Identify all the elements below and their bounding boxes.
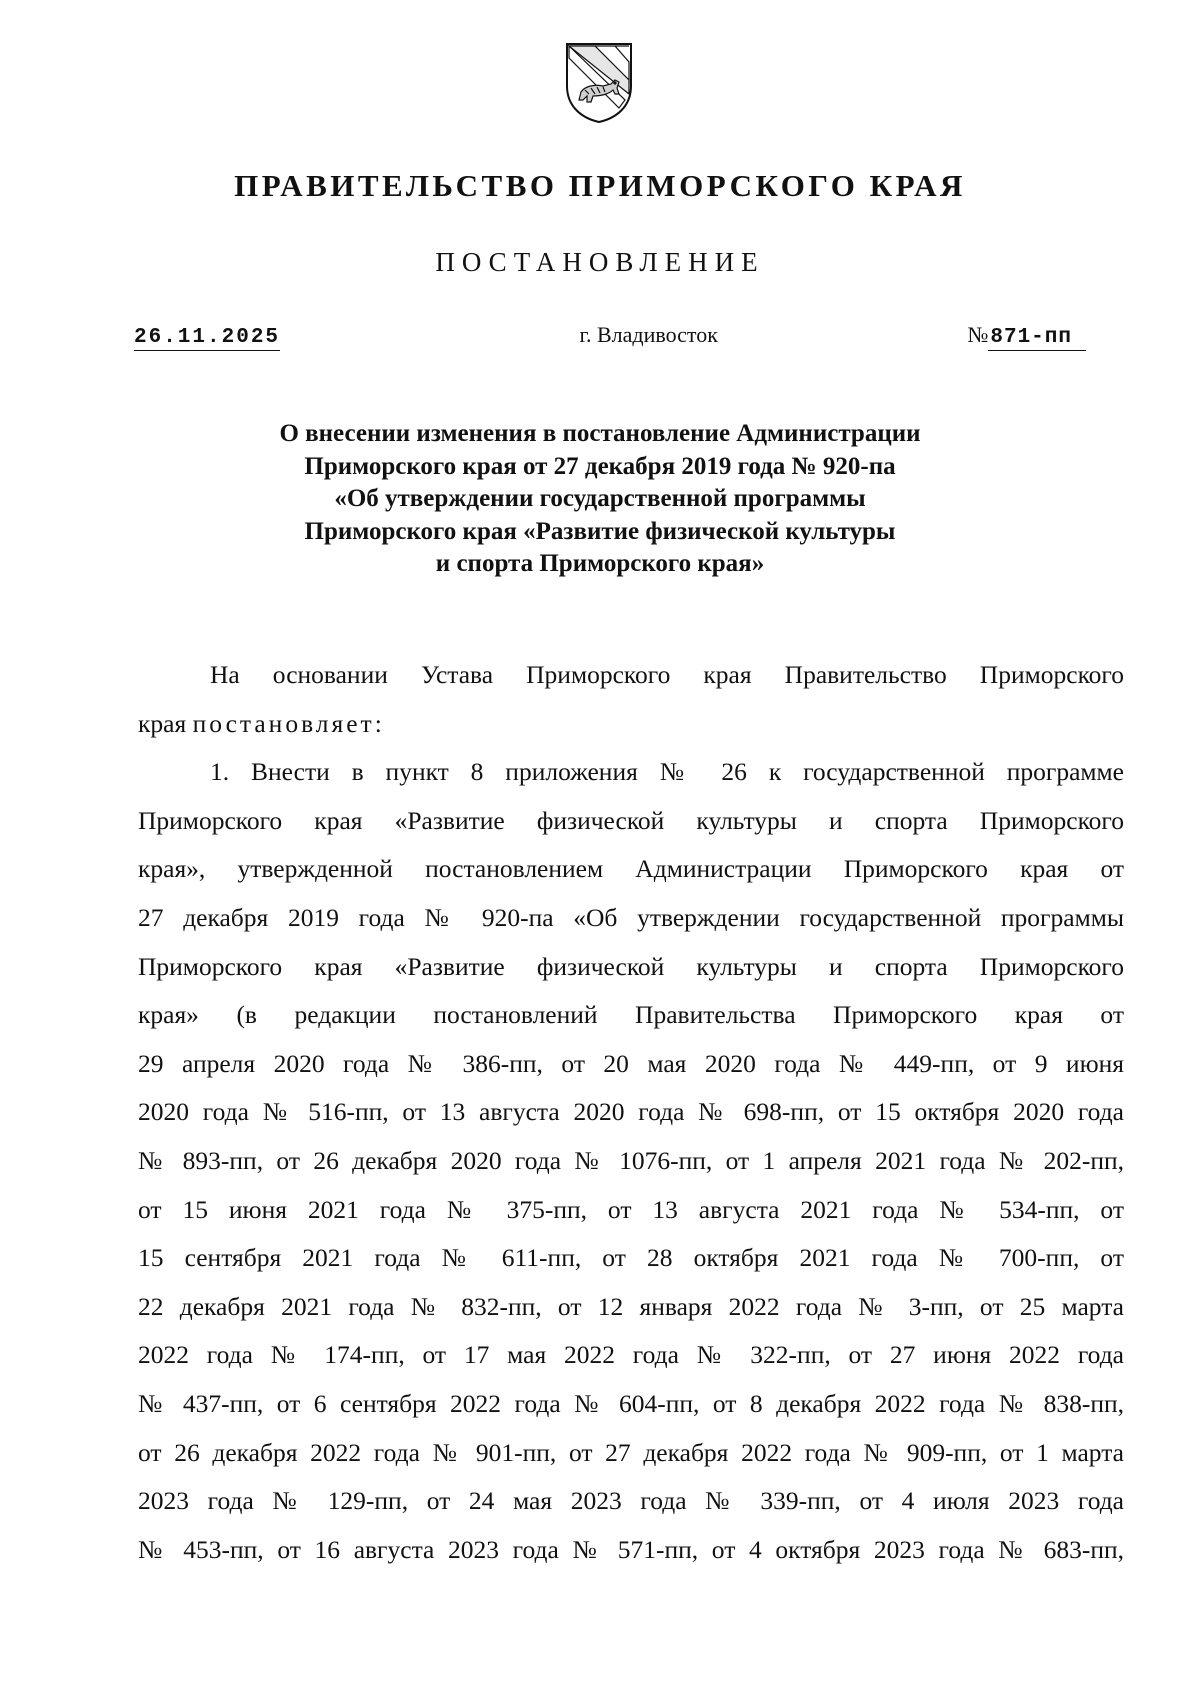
organization-title: ПРАВИТЕЛЬСТВО ПРИМОРСКОГО КРАЯ: [234, 168, 966, 203]
paragraph-line: 22 декабря 2021 года № 832-пп, от 12 января 2022 года № 3-пп, от 25 марта: [138, 1291, 1124, 1321]
document-type: ПОСТАНОВЛЕНИЕ: [435, 247, 765, 277]
paragraph-line: Приморского края «Развитие физической культуры и спорта Приморского: [138, 805, 1124, 835]
preamble-line: [138, 700, 1124, 749]
heading-line: О внесении изменения в постановление Администрации: [279, 420, 921, 447]
paragraph-line: № 453-пп, от 16 августа 2023 года № 571-пп, от 4 октября 2023 года № 683-пп,: [138, 1534, 1124, 1564]
paragraph-line: 15 сентября 2021 года № 611-пп, от 28 октября 2021 года № 700-пп, от: [138, 1243, 1124, 1273]
paragraph-line: 1. Внести в пункт 8 приложения № 26 к государственной программе: [210, 757, 1124, 787]
document-heading: [150, 418, 1050, 581]
document-date: 26.11.2025: [134, 326, 281, 349]
document-number: 871-пп: [988, 326, 1086, 351]
preamble-line: На основании Устава Приморского края Правительство Приморского: [210, 660, 1124, 689]
paragraph-line: № 893-пп, от 26 декабря 2020 года № 1076-пп, от 1 апреля 2021 года № 202-пп,: [138, 1145, 1124, 1175]
resolution-verb: постановляет:: [192, 708, 385, 738]
paragraph-line: Приморского края «Развитие физической культуры и спорта Приморского: [138, 951, 1124, 981]
document-body: [138, 651, 1124, 1574]
paragraph-line: 29 апреля 2020 года № 386-пп, от 20 мая 2020 года № 449-пп, от 9 июня: [138, 1048, 1124, 1078]
paragraph-line: края» (в редакции постановлений Правительства Приморского края от: [138, 1000, 1124, 1030]
paragraph-line: от 26 декабря 2022 года № 901-пп, от 27 декабря 2022 года № 909-пп, от 1 марта: [138, 1437, 1124, 1467]
preamble-prefix: края: [138, 708, 187, 738]
paragraph-line: 27 декабря 2019 года № 920-па «Об утверждении государственной программы: [138, 902, 1124, 932]
coat-of-arms-icon: [565, 42, 633, 124]
heading-line: Приморского края «Развитие физической культуры: [304, 517, 896, 545]
paragraph-line: 2022 года № 174-пп, от 17 мая 2022 года № 322-пп, от 27 июня 2022 года: [138, 1340, 1124, 1370]
paragraph-line: края», утвержденной постановлением Администрации Приморского края от: [138, 854, 1124, 884]
paragraph-line: № 437-пп, от 6 сентября 2022 года № 604-пп, от 8 декабря 2022 года № 838-пп,: [138, 1388, 1124, 1418]
heading-line: Приморского края от 27 декабря 2019 года № 920-па: [304, 452, 896, 480]
paragraph-line: 2023 года № 129-пп, от 24 мая 2023 года № 339-пп, от 4 июля 2023 года: [138, 1486, 1124, 1516]
document-number-block: [967, 322, 1086, 351]
document-city: г. Владивосток: [579, 322, 718, 347]
document-meta-row: [134, 322, 1086, 352]
number-sign: №: [967, 322, 989, 347]
heading-line: «Об утверждении государственной программы: [334, 485, 866, 512]
paragraph-line: от 15 июня 2021 года № 375-пп, от 13 августа 2021 года № 534-пп, от: [138, 1194, 1124, 1224]
heading-line: и спорта Приморского края»: [435, 550, 765, 577]
paragraph-line: 2020 года № 516-пп, от 13 августа 2020 года № 698-пп, от 15 октября 2020 года: [138, 1097, 1124, 1127]
